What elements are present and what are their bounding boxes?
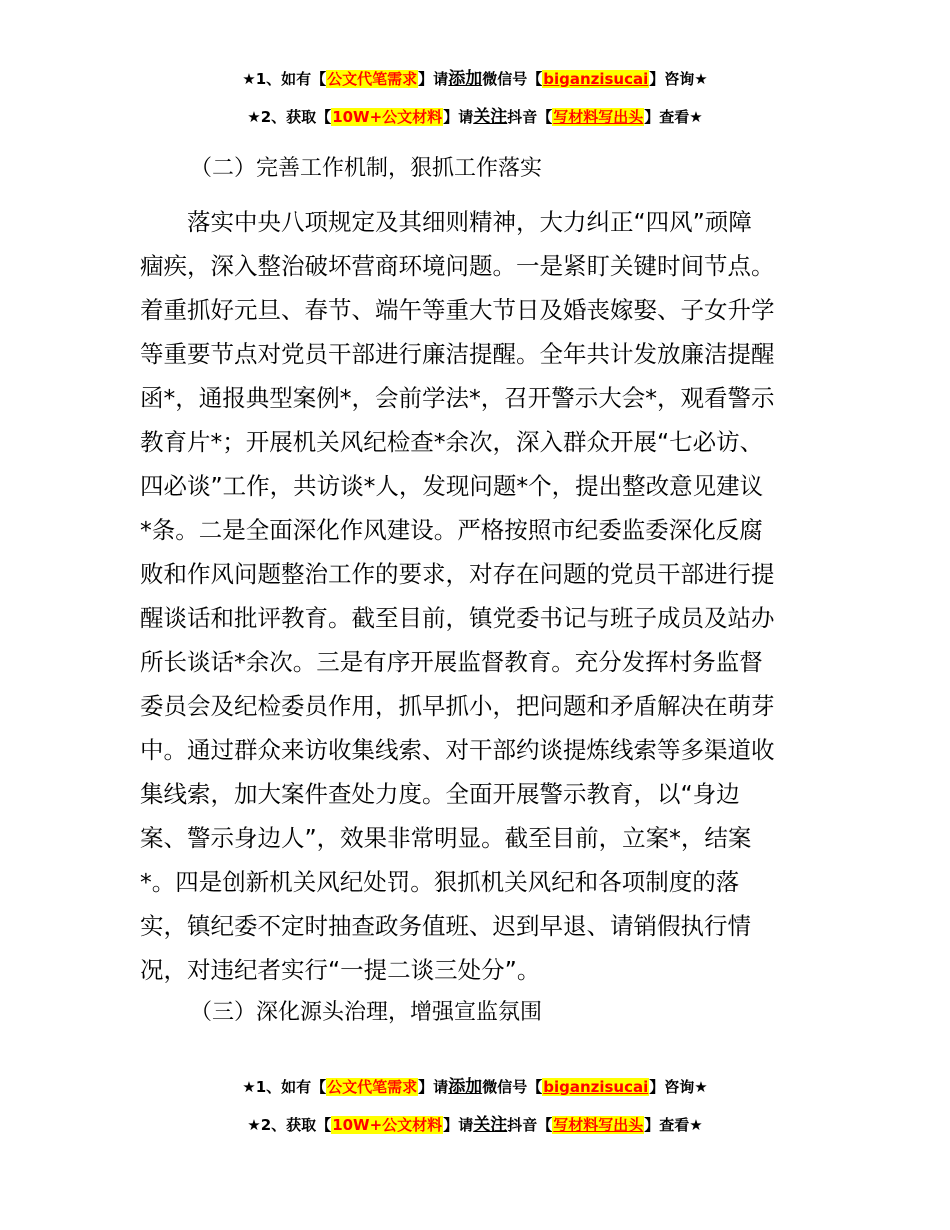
footer-ad-line-2 [0,1114,950,1136]
paragraph-line: 实，镇纪委不定时抽查政务值班、迟到早退、请销假执行情 [140,912,751,940]
ad-text: 】请 [443,108,474,126]
ad-text: 抖音【 [507,1116,553,1134]
ad-suffix: 】查看★ [644,1116,703,1134]
ad-emphasis-follow: 关注 [473,1115,508,1135]
paragraph-line: 等重要节点对党员干部进行廉洁提醒。全年共计发放廉洁提醒 [140,340,775,368]
ad-prefix: ★1、如有【 [242,1078,327,1096]
wechat-id-link[interactable]: biganzisucai [543,70,649,88]
section-heading-3: （三）深化源头治理，增强宣监氛围 [190,1000,543,1025]
paragraph-line: 四必谈”工作，共访谈*人，发现问题*个，提出整改意见建议 [140,472,764,500]
paragraph-line: 函*，通报典型案例*，会前学法*，召开警示大会*，观看警示 [140,384,775,412]
ad-text: 】请 [418,70,449,88]
ad-text: 微信号【 [482,1078,543,1096]
ad-text: 抖音【 [507,108,553,126]
ad-emphasis-add: 添加 [448,1077,483,1097]
ad-prefix: ★1、如有【 [242,70,327,88]
paragraph-line: 落实中央八项规定及其细则精神，大力纠正“四风”顽障 [187,208,752,236]
paragraph-line: 案、警示身边人”，效果非常明显。截至目前，立案*，结案 [140,824,752,852]
header-ad-line-2 [0,106,950,128]
paragraph-line: *条。二是全面深化作风建设。严格按照市纪委监委深化反腐 [140,516,763,544]
ad-text: 】请 [418,1078,449,1096]
paragraph-line: 醒谈话和批评教育。截至目前，镇党委书记与班子成员及站办 [140,604,775,632]
ad-highlight-materials: 10W+公文材料 [332,1116,443,1134]
ad-suffix: 】咨询★ [649,1078,708,1096]
ad-text: 】请 [443,1116,474,1134]
paragraph-line: *。四是创新机关风纪处罚。狠抓机关风纪和各项制度的落 [140,868,740,896]
ad-text: 微信号【 [482,70,543,88]
ad-suffix: 】查看★ [644,108,703,126]
section-heading-2: （二）完善工作机制，狠抓工作落实 [190,156,543,181]
ad-suffix: 】咨询★ [649,70,708,88]
ad-emphasis-add: 添加 [448,69,483,89]
douyin-account-link[interactable]: 写材料写出头 [553,1116,644,1134]
ad-prefix: ★2、获取【 [247,108,332,126]
paragraph-line: 委员会及纪检委员作用，抓早抓小，把问题和矛盾解决在萌芽 [140,692,775,720]
header-ad-line-1 [0,68,950,90]
paragraph-line: 集线索，加大案件查处力度。全面开展警示教育，以“身边 [140,780,740,808]
ad-prefix: ★2、获取【 [247,1116,332,1134]
paragraph-line: 痼疾，深入整治破坏营商环境问题。一是紧盯关键时间节点。 [140,252,775,280]
ad-highlight-materials: 10W+公文材料 [332,108,443,126]
paragraph-line: 所长谈话*余次。三是有序开展监督教育。充分发挥村务监督 [140,648,763,676]
ad-highlight-ghostwriting: 公文代笔需求 [327,1078,418,1096]
douyin-account-link[interactable]: 写材料写出头 [553,108,644,126]
body-paragraph [140,200,820,992]
paragraph-line: 况，对违纪者实行“一提二谈三处分”。 [140,956,541,984]
paragraph-line: 教育片*；开展机关风纪检查*余次，深入群众开展“七必访、 [140,428,764,456]
footer-ad-line-1 [0,1076,950,1098]
paragraph-line: 败和作风问题整治工作的要求，对存在问题的党员干部进行提 [140,560,775,588]
paragraph-line: 中。通过群众来访收集线索、对干部约谈提炼线索等多渠道收 [140,736,775,764]
paragraph-line: 着重抓好元旦、春节、端午等重大节日及婚丧嫁娶、子女升学 [140,296,775,324]
ad-emphasis-follow: 关注 [473,107,508,127]
wechat-id-link[interactable]: biganzisucai [543,1078,649,1096]
ad-highlight-ghostwriting: 公文代笔需求 [327,70,418,88]
